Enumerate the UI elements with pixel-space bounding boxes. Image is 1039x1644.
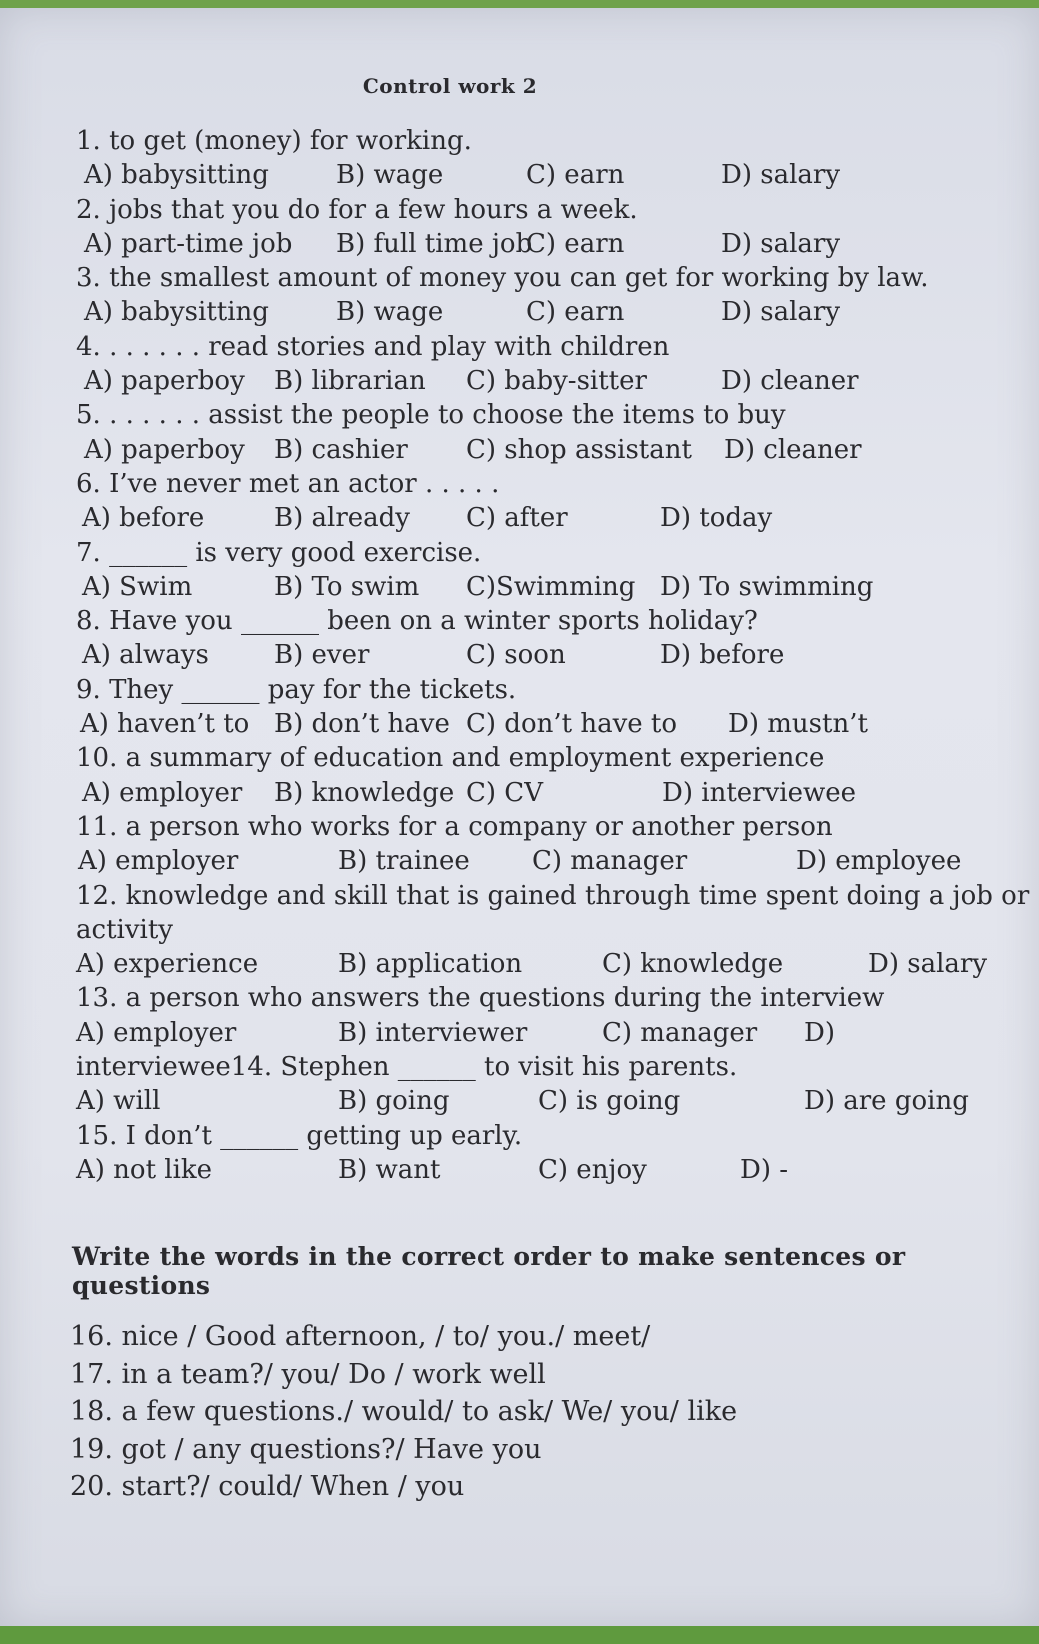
reorder-item: 16. nice / Good afternoon, / to/ you./ meet/ [70, 1321, 651, 1352]
question-text: 10. a summary of education and employment experience [76, 743, 825, 774]
question-text: 6. I’ve never met an actor . . . . . [76, 468, 500, 499]
reorder-item: 19. got / any questions?/ Have you [70, 1433, 542, 1465]
page-title: Control work 2 [362, 74, 538, 98]
option-d: D) interviewee [662, 777, 856, 808]
option-b: B) trainee [338, 846, 470, 877]
option-a: A) before [82, 503, 205, 534]
question-text: 3. the smallest amount of money you can get for working by law. [76, 263, 929, 294]
question-text: 12. knowledge and skill that is gained through time spent doing a job or [76, 880, 1030, 911]
option-b: B) knowledge [274, 777, 455, 808]
option-d: D) salary [721, 228, 841, 259]
options-row [76, 501, 1026, 535]
question-text: 2. jobs that you do for a few hours a week. [76, 194, 638, 225]
option-b: B) ever [274, 640, 370, 671]
option-b: B) wage [336, 160, 444, 191]
option-b: B) cashier [274, 434, 408, 465]
option-d: D) [804, 1017, 835, 1048]
option-d: D) employee [796, 846, 962, 877]
reorder-item: 17. in a team?/ you/ Do / work well [70, 1358, 546, 1390]
reorder-list [70, 1318, 970, 1506]
option-c: C)Swimming [466, 571, 636, 602]
options-row [76, 364, 1026, 398]
option-c: C) earn [526, 297, 625, 328]
option-a: A) employer [78, 846, 239, 877]
option-a: A) part-time job [84, 228, 293, 259]
options-row [76, 227, 1026, 261]
option-a: A) not like [76, 1154, 213, 1185]
option-a: A) babysitting [84, 160, 269, 191]
question-text: 15. I don’t ______ getting up early. [76, 1120, 523, 1151]
options-row [76, 1016, 1026, 1050]
worksheet-page [0, 8, 1039, 1628]
option-b: B) librarian [274, 366, 426, 397]
options-row [76, 638, 1026, 672]
option-a: A) always [82, 640, 209, 671]
option-c: C) soon [466, 640, 566, 671]
option-a: A) paperboy [84, 366, 245, 397]
option-a: A) babysitting [84, 297, 269, 328]
question-text-continued: activity [76, 914, 173, 945]
option-b: B) full time job [336, 228, 533, 259]
option-c: C) earn [526, 228, 625, 259]
section-heading: Write the words in the correct order to make sentences or questions [72, 1242, 906, 1300]
option-b: B) To swim [274, 571, 420, 602]
option-d: D) salary [721, 297, 841, 328]
question-text: 1. to get (money) for working. [76, 126, 472, 156]
option-a: A) experience [76, 949, 259, 980]
option-c: C) shop assistant [466, 434, 692, 465]
questions-list [76, 124, 1030, 1187]
option-b: B) want [338, 1154, 441, 1185]
option-b: B) interviewer [338, 1017, 528, 1048]
question-text: 5. . . . . . . assist the people to choose the items to buy [76, 400, 786, 431]
options-row [76, 776, 1026, 810]
option-c: C) manager [602, 1017, 758, 1048]
option-b: B) wage [336, 297, 444, 328]
options-row [76, 707, 1026, 741]
options-row [76, 947, 1026, 981]
question-text: 7. ______ is very good exercise. [76, 537, 482, 568]
option-a: A) Swim [82, 571, 193, 602]
option-c: C) earn [526, 160, 625, 191]
option-d: D) To swimming [660, 571, 874, 602]
option-d: D) cleaner [724, 434, 862, 465]
options-row [76, 1153, 1026, 1187]
option-d: D) - [740, 1154, 789, 1185]
option-d: D) salary [868, 949, 988, 980]
option-c: C) don’t have to [466, 709, 678, 740]
reorder-item: 18. a few questions./ would/ to ask/ We/ you/ like [70, 1396, 738, 1427]
option-c: C) manager [532, 846, 688, 877]
options-row [76, 1084, 1026, 1118]
option-a: A) paperboy [84, 434, 245, 465]
reorder-item: 20. start?/ could/ When / you [70, 1471, 465, 1502]
option-c: C) baby-sitter [466, 366, 647, 397]
option-d: D) today [660, 503, 773, 534]
question-text: 9. They ______ pay for the tickets. [76, 674, 517, 705]
option-a: A) will [76, 1086, 161, 1117]
options-row [76, 158, 1026, 192]
question-text: 4. . . . . . . read stories and play with children [76, 331, 670, 362]
option-b: B) application [338, 949, 523, 980]
option-a: A) haven’t to [80, 709, 250, 740]
option-d: D) salary [721, 160, 841, 191]
option-d: D) are going [804, 1086, 969, 1117]
options-row [76, 295, 1026, 329]
options-row [76, 570, 1026, 604]
question-text: 8. Have you ______ been on a winter sports holiday? [76, 606, 758, 637]
option-b: B) going [338, 1086, 450, 1117]
option-a: A) employer [76, 1017, 237, 1048]
option-d: D) mustn’t [728, 709, 868, 740]
options-row [76, 844, 1026, 878]
option-b: B) don’t have [274, 709, 450, 740]
option-c: C) after [466, 503, 568, 534]
question-text: 11. a person who works for a company or another person [76, 811, 833, 842]
option-c: C) is going [538, 1086, 681, 1117]
question-text: 13. a person who answers the questions during the interview [76, 983, 885, 1014]
option-d: D) before [660, 640, 785, 671]
option-b: B) already [274, 503, 410, 534]
option-d: D) cleaner [721, 366, 859, 397]
question-text: interviewee14. Stephen ______ to visit his parents. [76, 1052, 738, 1083]
option-a: A) employer [82, 777, 243, 808]
table-surface [0, 1626, 1039, 1644]
option-c: C) enjoy [538, 1154, 647, 1185]
options-row [76, 433, 1026, 467]
option-c: C) CV [466, 777, 543, 808]
option-c: C) knowledge [602, 949, 784, 980]
